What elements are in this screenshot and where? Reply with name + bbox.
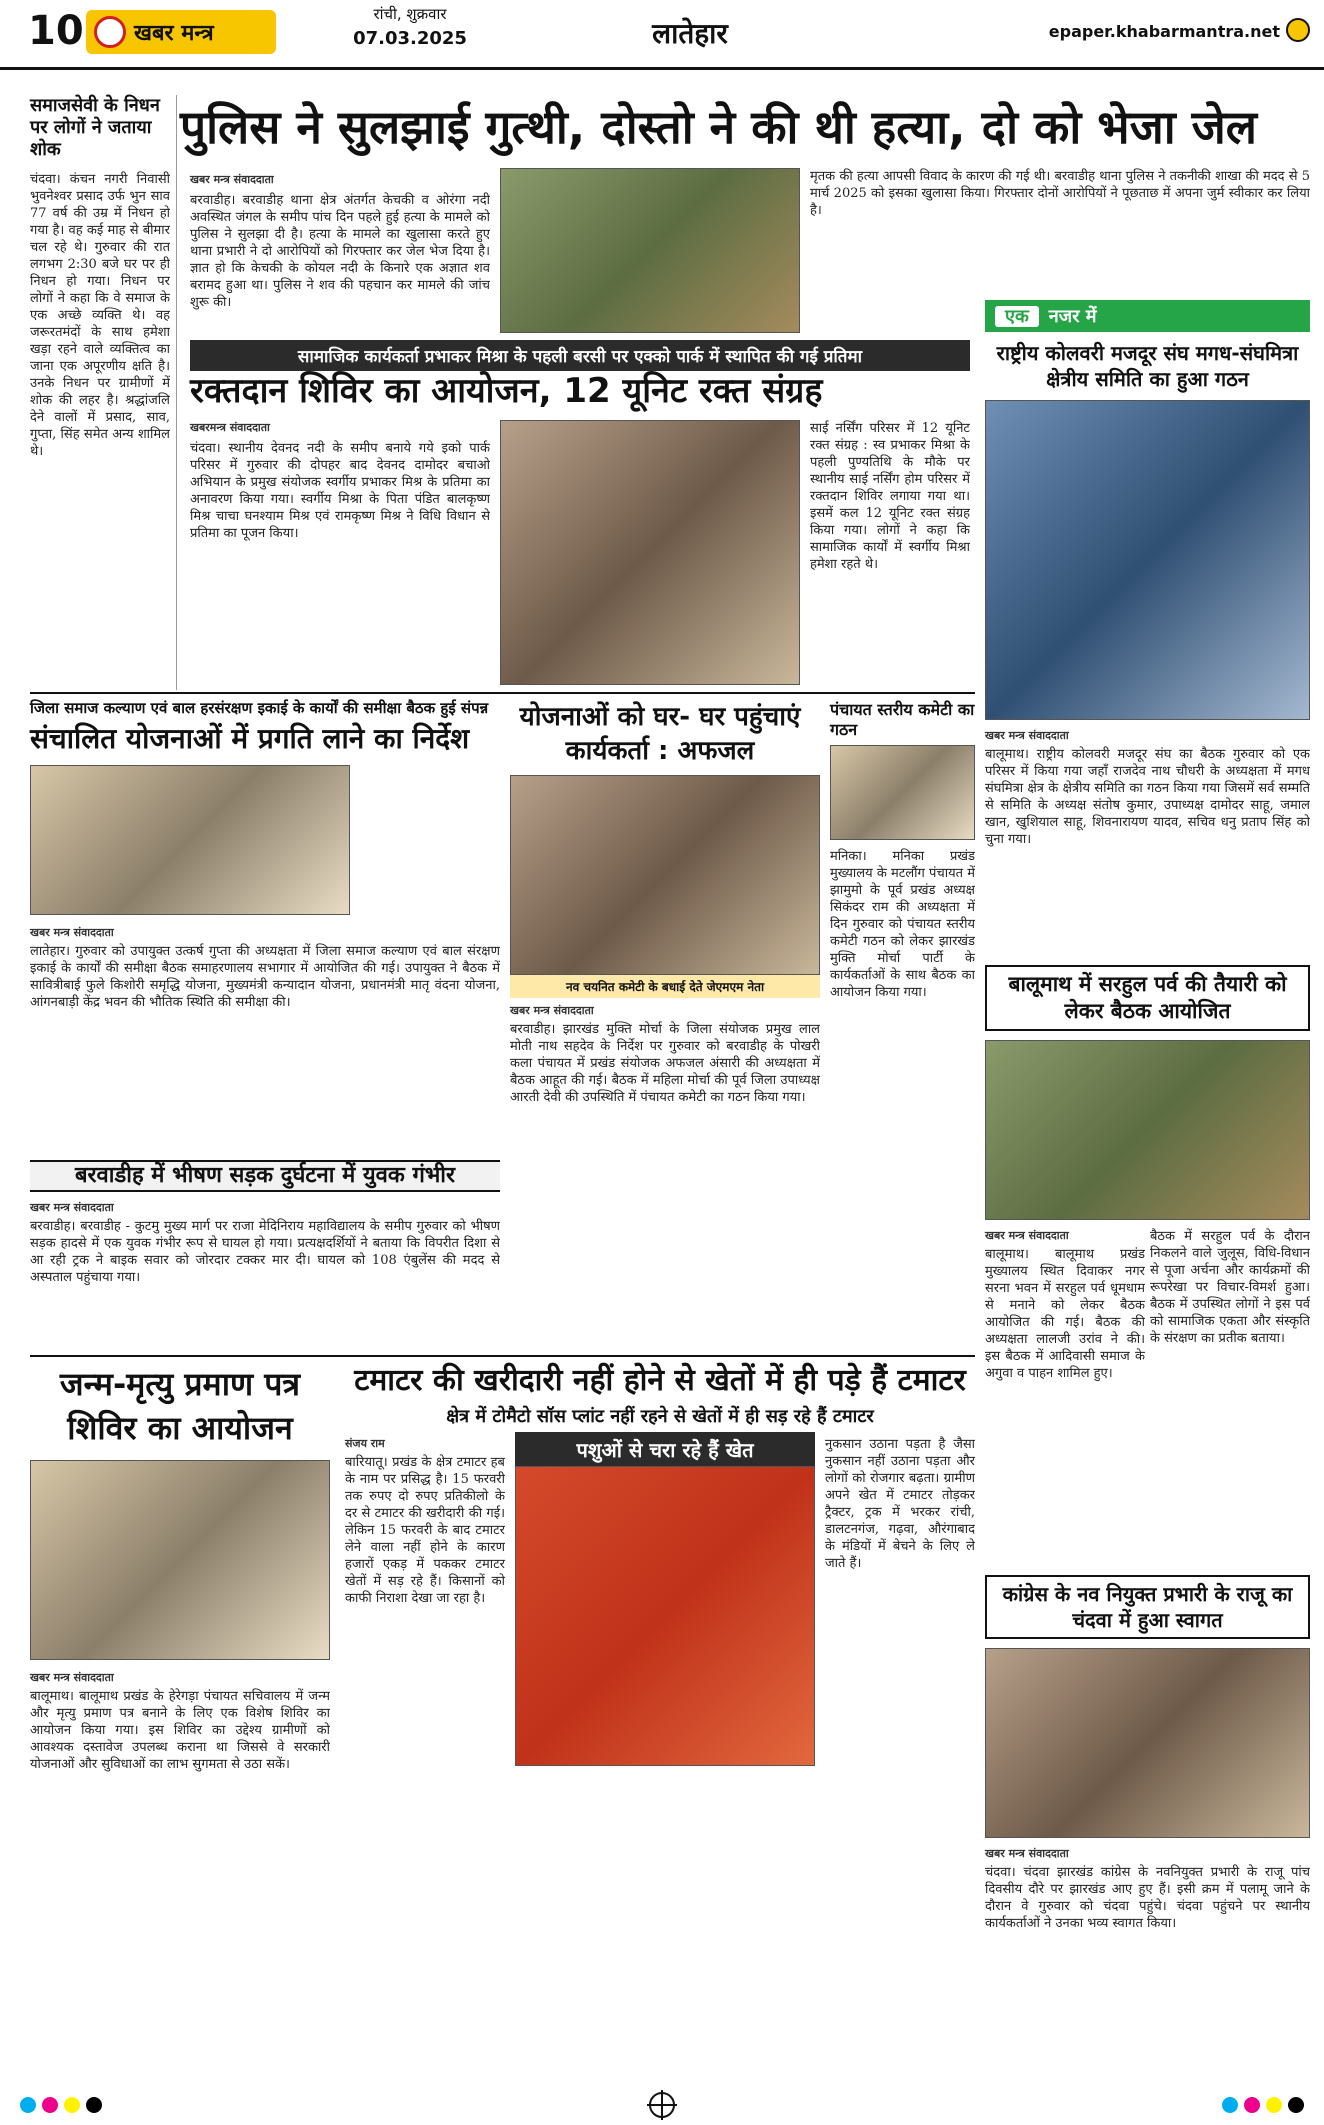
panchayat-photo <box>830 745 975 840</box>
union-body: बालूमाथ। राष्ट्रीय कोलवरी मजदूर संघ का बैठक गुरुवार को एक परिसर में किया गया जहाँ राजदेव नाथ चौधरी के अध्यक्षता में मगध संघमित्रा क्षेत्र के क्षेत्रीय समिति का गठन किया गया जिसमें सर्व सम्मति से समिति के अध्यक्ष संतोष कुमार, उपाध्यक्ष दामोदर साहू, जमाल खान, खुशियाल साहू, शिवनारायण यादव, सचिव धनु प्रताप सिंह को चुना गया। <box>985 747 1310 847</box>
congress-photo <box>985 1648 1310 1838</box>
sarhul-photo <box>985 1040 1310 1220</box>
ek-nazar-bar <box>985 300 1310 332</box>
schemes-headline: संचालित योजनाओं में प्रगति लाने का निर्देश <box>30 722 470 755</box>
accident-byline: खबर मन्त्र संवाददाता <box>30 1201 114 1214</box>
story-condolence <box>30 95 170 711</box>
certificate-body: बालूमाथ। बालूमाथ प्रखंड के हेरेगड़ा पंचायत सचिवालय में जन्म और मृत्यु प्रमाण पत्र बनाने के लिए एक विशेष शिविर का आयोजन किया गया। इस शिविर का उद्देश्य ग्रामीणों को आवश्यक दस्तावेज उपलब्ध कराना था जिससे वे सरकारी योजनाओं और सुविधाओं का लाभ सुगमता से उठा सकें। <box>30 1689 330 1772</box>
section-divider-2 <box>30 1355 975 1357</box>
union-byline: खबर मन्त्र संवाददाता <box>985 729 1069 742</box>
masthead <box>0 0 1324 70</box>
tomato-subheadline: क्षेत्र में टोमैटो सॉस प्लांट नहीं रहने से खेतों में ही सड़ रहे हैं टमाटर <box>446 1406 874 1427</box>
schemes-photo <box>30 765 350 915</box>
tomato-headline: टमाटर की खरीदारी नहीं होने से खेतों में ही पड़े हैं टमाटर <box>354 1363 966 1398</box>
magenta-swatch <box>1244 2097 1260 2113</box>
website-icon <box>1286 18 1310 42</box>
registration-mark-icon <box>649 2092 675 2118</box>
lead-photo <box>500 168 800 333</box>
sarhul-byline: खबर मन्त्र संवाददाता <box>985 1229 1069 1242</box>
cyan-swatch <box>1222 2097 1238 2113</box>
blood-kicker: सामाजिक कार्यकर्ता प्रभाकर मिश्रा के पहली बरसी पर एक्को पार्क में स्थापित की गई प्रतिमा <box>190 340 970 371</box>
website-link[interactable]: epaper.khabarmantra.net <box>1048 22 1280 41</box>
congress-byline: खबर मन्त्र संवाददाता <box>985 1847 1069 1860</box>
story-body: चंदवा। कंचन नगरी निवासी भुवनेश्वर प्रसाद उर्फ भुन साव 77 वर्ष की उम्र में निधन हो गया है। वह कई माह से बीमार चल रहे थे। गुरुवार की रात लगभग 2:30 बजे घर पर ही निधन हो गया। निधन पर लोगों ने कहा कि वे समाज के एक अच्छे व्यक्ति थे। वह जरूरतमंदों के साथ हमेशा खड़ा रहने वाले व्यक्तित्व का जाना एक अपूरणीय क्षति है। उनके निधन पर ग्रामीणों में शोक की लहर है। श्रद्धांजलि देने वालों में प्रसाद, साव, गुप्ता, सिंह समेत अन्य शामिल थे। <box>30 172 170 459</box>
section-title: लातेहार <box>652 17 728 50</box>
city-day: रांची, शुक्रवार <box>373 5 447 23</box>
story-headline: समाजसेवी के निधन पर लोगों ने जताया शोक <box>30 95 160 160</box>
schemes-kicker: जिला समाज कल्याण एवं बाल हरसंरक्षण इकाई के कार्यों की समीक्षा बैठक हुई संपन्न <box>30 699 489 717</box>
column-divider <box>176 95 177 690</box>
lead-body: बरवाडीह। बरवाडीह थाना क्षेत्र अंतर्गत केचकी व ओरंगा नदी अवस्थित जंगल के समीप पांच दिन पहले हुई हत्या के मामले को पुलिस ने सुलझा दी है। हत्या के मामले का खुलासा करते हुए थाना प्रभारी ने दो आरोपियों को गिरफ्तार कर जेल भेज दिया है। ज्ञात हो कि केचकी के कोयल नदी के किनारे एक अज्ञात शव बरामद हुआ था। पुलिस ने शव की पहचान कर मामले की जांच शुरू की। <box>190 193 490 310</box>
lead-byline: खबर मन्त्र संवाददाता <box>190 173 274 186</box>
schemes-body: लातेहार। गुरुवार को उपायुक्त उत्कर्ष गुप्ता की अध्यक्षता में जिला समाज कल्याण एवं बाल संरक्षण इकाई के कार्यों की समीक्षा बैठक समाहरणालय सभागार में आयोजित की गई। उपायुक्त ने बैठक में सावित्रीबाई फुले किशोरी समृद्धि योजना, मुख्यमंत्री कन्यादान योजना, प्रधानमंत्री मातृ वंदना योजना, आंगनबाड़ी केंद्र भवन की भौतिक स्थिति की समीक्षा की। <box>30 944 500 1010</box>
page-number: 10 <box>28 8 84 54</box>
blood-photo <box>500 420 800 685</box>
afzal-headline: योजनाओं को घर- घर पहुंचाएं कार्यकर्ता : अफजल <box>519 702 801 766</box>
lead-body-continued: मृतक की हत्या आपसी विवाद के कारण की गई थी। बरवाडीह थाना पुलिस ने तकनीकी शाखा की मदद से 5 मार्च 2025 को इसका खुलासा किया। गिरफ्तार दोनों आरोपियों ने पूछताछ में अपना जुर्म स्वीकार कर लिया है। <box>810 169 1310 218</box>
print-footer <box>0 2085 1324 2125</box>
dateline <box>330 4 490 64</box>
section-divider <box>30 692 975 694</box>
blood-headline: रक्तदान शिविर का आयोजन, 12 यूनिट रक्त संग्रह <box>190 371 823 411</box>
afzal-body: बरवाडीह। झारखंड मुक्ति मोर्चा के जिला संयोजक प्रमुख लाल मोती नाथ सहदेव के निर्देश पर गुरुवार को बरवाडीह के पोखरी कला पंचायत में प्रखंड संयोजक अफजल अंसारी की अध्यक्षता में बैठक आहूत की गई। बैठक में महिला मोर्चा की पूर्व जिला उपाध्यक्ष आरती देवी की उपस्थिति में पंचायत कमेटी का गठन किया गया। <box>510 1022 820 1105</box>
blood-byline: खबरमन्त्र संवाददाता <box>190 421 270 434</box>
nazar-label: नजर में <box>1048 306 1097 327</box>
accident-headline-bar <box>30 1160 500 1192</box>
congress-headline: कांग्रेस के नव नियुक्त प्रभारी के राजू का चंदवा में हुआ स्वागत <box>985 1575 1310 1639</box>
afzal-byline: खबर मन्त्र संवाददाता <box>510 1004 594 1017</box>
union-photo <box>985 400 1310 720</box>
logo-icon <box>94 16 126 48</box>
brand-name: खबर मन्त्र <box>134 21 214 46</box>
tomato-byline: संजय राम <box>345 1437 385 1450</box>
color-swatches-right <box>1222 2097 1304 2113</box>
sarhul-headline: बालूमाथ में सरहुल पर्व की तैयारी को लेकर बैठक आयोजित <box>985 965 1310 1031</box>
union-headline: राष्ट्रीय कोलवरी मजदूर संघ मगध-संघमित्रा क्षेत्रीय समिति का हुआ गठन <box>996 341 1299 391</box>
certificate-headline: जन्म-मृत्यु प्रमाण पत्र शिविर का आयोजन <box>59 1365 301 1447</box>
certificate-byline: खबर मन्त्र संवाददाता <box>30 1671 114 1684</box>
cyan-swatch <box>20 2097 36 2113</box>
panchayat-body: मनिका। मनिका प्रखंड मुख्यालय के मटलौंग पंचायत में झामुमो के पूर्व प्रखंड अध्यक्ष सिकंदर राम की अध्यक्षता में दिन गुरुवार को पंचायत स्तरीय कमेटी गठन को लेकर झारखंड मुक्ति मोर्चा पार्टी के कार्यकर्ताओं के साथ बैठक का आयोजन किया गया। <box>830 849 975 1000</box>
yellow-swatch <box>64 2097 80 2113</box>
tomato-body: बारियातू। प्रखंड के क्षेत्र टमाटर हब के नाम पर प्रसिद्ध है। 15 फरवरी तक रुपए दो रुपए प्रतिकीलो के दर से टमाटर की खरीदारी की गई। लेकिन 15 फरवरी के बाद टमाटर लेने वाला नहीं होने के कारण हजारों एकड़ में पककर टमाटर खेतों में सड़ रहे हैं। किसानों को काफी निराशा देखा जा रहा है। <box>345 1455 505 1606</box>
schemes-byline: खबर मन्त्र संवाददाता <box>30 926 114 939</box>
accident-headline: बरवाडीह में भीषण सड़क दुर्घटना में युवक गंभीर <box>74 1163 455 1188</box>
certificate-photo <box>30 1460 330 1660</box>
issue-date: 07.03.2025 <box>353 28 467 49</box>
panchayat-headline: पंचायत स्तरीय कमेटी का गठन <box>830 700 975 739</box>
congress-body: चंदवा। चंदवा झारखंड कांग्रेस के नवनियुक्त प्रभारी के राजू पांच दिवसीय दौरे पर झारखंड आए हुए हैं। इसी क्रम में पलामू जाने के दौरान वे गुरुवार को चंदवा पहुंचे। चंदवा पहुंचने पर स्थानीय कार्यकर्ताओं ने उनका भव्य स्वागत किया। <box>985 1865 1310 1931</box>
accident-body: बरवाडीह। बरवाडीह - कुटमु मुख्य मार्ग पर राजा मेदिनिराय महाविद्यालय के समीप गुरुवार को भीषण सड़क हादसे में एक युवक गंभीर रूप से घायल हो गया। प्रत्यक्षदर्शियों ने बताया कि विपरीत दिशा से आ रही ट्रक ने बाइक सवार को जोरदार टक्कर मार दी। घायल को 108 एंबुलेंस की मदद से अस्पताल पहुंचाया गया। <box>30 1219 500 1285</box>
ek-tag: एक <box>995 306 1039 327</box>
black-swatch <box>86 2097 102 2113</box>
sarhul-body-continued: बैठक में सरहुल पर्व के दौरान निकलने वाले जुलूस, विधि-विधान से पूजा अर्चना और कार्यक्रमों की रूपरेखा पर विचार-विमर्श हुआ। बैठक में उपस्थित लोगों ने इस पर्व को सामाजिक एकता और संस्कृति के संरक्षण का प्रतीक बताया। <box>1150 1229 1310 1346</box>
tomato-body-continued: नुकसान उठाना पड़ता है जैसा नुकसान नहीं उठाना पड़ता और लोगों को रोजगार बढ़ता। ग्रामीण अपने खेत में टमाटर तोड़कर ट्रैक्टर, ट्रक में भरकर रांची, डालटनगंज, गढ़वा, औरंगाबाद के मंडियों में बेचने के लिए ले जाते हैं। <box>825 1437 975 1571</box>
afzal-photo <box>510 775 820 975</box>
yellow-swatch <box>1266 2097 1282 2113</box>
magenta-swatch <box>42 2097 58 2113</box>
lead-headline: पुलिस ने सुलझाई गुत्थी, दोस्तो ने की थी हत्या, दो को भेजा जेल <box>180 100 1257 154</box>
black-swatch <box>1288 2097 1304 2113</box>
color-swatches-left <box>20 2097 102 2113</box>
tomato-photo-caption: पशुओं से चरा रहे हैं खेत <box>515 1432 815 1467</box>
tomato-photo <box>515 1466 815 1766</box>
blood-body: चंदवा। स्थानीय देवनद नदी के समीप बनाये गये इको पार्क परिसर में गुरुवार की दोपहर बाद देवनद दामोदर बचाओ अभियान के प्रमुख संयोजक स्वर्गीय प्रभाकर मिश्र के प्रतिमा का अनावरण किया गया। स्वर्गीय मिश्रा के पिता पंडित बालकृष्ण मिश्र चाचा घनश्याम मिश्र एवं रामकृष्ण मिश्र ने विधि विधान से प्रतिमा का पूजन किया। <box>190 441 490 541</box>
blood-body-continued: साई नर्सिंग परिसर में 12 यूनिट रक्त संग्रह : स्व प्रभाकर मिश्रा के पहली पुण्यतिथि के मौके पर स्थानीय साई नर्सिंग होम परिसर में रक्तदान शिविर लगाया गया था। इसमें कल 12 यूनिट रक्त संग्रह किया गया। लोगों ने कहा कि सामाजिक कार्यों में स्वर्गीय मिश्रा हमेशा रहते थे। <box>810 421 970 572</box>
afzal-photo-caption: नव चयनित कमेटी के बधाई देते जेएमएम नेता <box>510 975 820 998</box>
sarhul-body: बालूमाथ। बालूमाथ प्रखंड मुख्यालय स्थित दिवाकर नगर सरना भवन में सरहुल पर्व धूमधाम से मनाने को लेकर बैठक आयोजित की गई। बैठक की अध्यक्षता लालजी उरांव ने की। इस बैठक में आदिवासी समाज के अगुवा व पाहन शामिल हुए। <box>985 1247 1145 1381</box>
brand-logo <box>86 10 276 54</box>
